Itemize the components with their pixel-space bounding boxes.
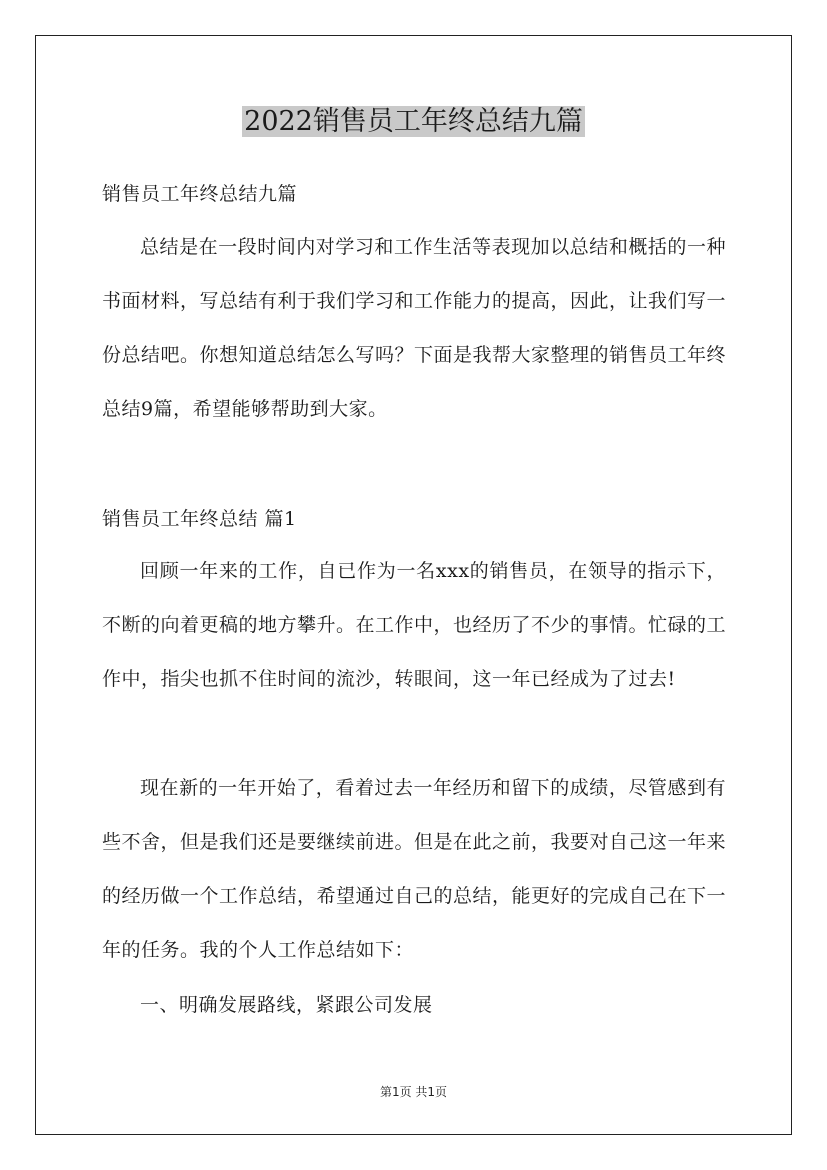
section-heading: 销售员工年终总结 篇1 [102,508,297,530]
section-paragraph-2: 现在新的一年开始了，看着过去一年经历和留下的成绩，尽管感到有些不舍，但是我们还是要继续前进。但是在此之前，我要对自己这一年来的经历做一个工作总结，希望通过自己的总结，能更好的完成自己在下一年的任务。我的个人工作总结如下： [102,777,727,961]
document-title-text: 2022销售员工年终总结九篇 [244,106,583,137]
page-indicator: 第1页 共1页 [379,1085,448,1099]
document-title [0,104,827,140]
section-paragraph-1: 回顾一年来的工作，自已作为一名xxx的销售员，在领导的指示下，不断的向着更稿的地方攀升。在工作中，也经历了不少的事情。忙碌的工作中，指尖也抓不住时间的流沙，转眼间，这一年已经成为了过去! [102,560,727,690]
intro-paragraph: 总结是在一段时间内对学习和工作生活等表现加以总结和概括的一种书面材料，写总结有利于我们学习和工作能力的提高，因此，让我们写一份总结吧。你想知道总结怎么写吗？下面是我帮大家整理的销售员工年终总结9篇，希望能够帮助到大家。 [102,236,727,420]
section-list-item-1: 一、明确发展路线，紧跟公司发展 [140,994,433,1016]
document-subtitle: 销售员工年终总结九篇 [102,183,298,205]
